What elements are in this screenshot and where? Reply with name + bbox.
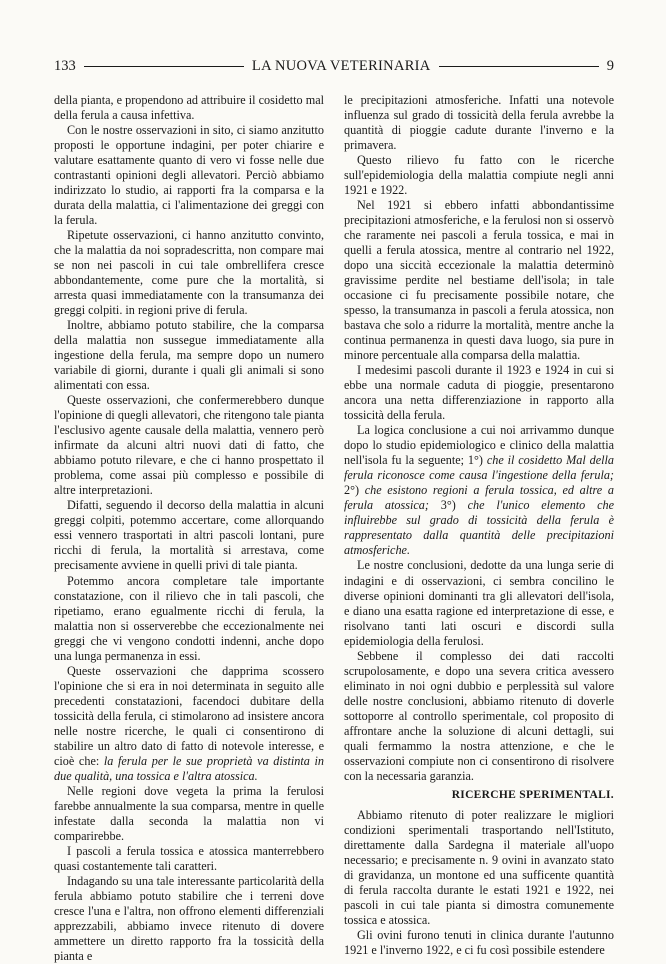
left-page-number: 133 [54, 57, 76, 74]
paragraph: Indagando su una tale interessante particolarità della ferula abbiamo potuto stabilire che i terreni dove cresce l'una e l'altra, non offrono elementi differenziali apprezzabili, abbiamo invece ritenuto di dovere ammettere un diretto rapporto fra la tossicità della pianta e [54, 873, 324, 963]
text-run: 3°) [428, 498, 468, 513]
right-page-number: 9 [606, 57, 615, 74]
journal-title: LA NUOVA VETERINARIA [251, 57, 431, 74]
paragraph: della pianta, e propendono ad attribuire il cosidetto mal della ferula a causa infettiva. [54, 93, 324, 123]
paragraph: Nel 1921 si ebbero infatti abbondantissime precipitazioni atmosferiche, e la ferulosi non si osservò che raramente nei pascoli a ferula tossica, e mai in quelli a ferula atossica, mentre al contrario nel 1922, dopo una siccità eccezionale la malattia determinò gravissime perdite nel bestiame dell'isola; in tale occasione ci fu precisamente possibile notare, che spesso, la transumanza in pascoli a ferula atossica, non bastava che solo a ridurre la mortalità, mentre anche la continua permanenza in questi dava luogo, sia pure in minore percentuale alla comparsa della malattia. [344, 198, 614, 363]
running-header [54, 56, 614, 76]
italic-text: che esistono regioni a ferula tossica, ed altre a ferula atossica; [344, 483, 614, 513]
paragraph: I pascoli a ferula tossica e atossica manterrebbero quasi costantemente tali caratteri. [54, 843, 324, 873]
paragraph: Difatti, seguendo il decorso della malattia in alcuni greggi colpiti, potemmo accertare, come allorquando essi vennero trasportati in altri pascoli lontani, pure ricchi di ferula, la mortalità si arrestava, come precisamente avviene in quelli privi di tale pianta. [54, 498, 324, 573]
paragraph: Abbiamo ritenuto di poter realizzare le migliori condizioni sperimentali trasportando nell'Istituto, direttamente dalla Sardegna il materiale all'uopo necessario; e precisamente n. 9 ovini in avanzato stato di gravidanza, un montone ed una sufficente quantità di ferula raccolta durante le estati 1921 e 1922, nei pascoli in cui tale pianta si dimostra comunemente tossica e atossica. [344, 807, 614, 927]
paragraph: Potemmo ancora completare tale importante constatazione, con il rilievo che in tali pascoli, che ripetiamo, erano egualmente ricchi di ferula, la malattia non si osserverebbe che eccezionalmente nei greggi che vi vengono condotti indenni, anche dopo una lunga permanenza in essi. [54, 573, 324, 663]
header-rule-left [84, 66, 244, 67]
paragraph: I medesimi pascoli durante il 1923 e 1924 in cui si ebbe una normale caduta di pioggie, presentarono ancora una netta differenziazione in rapporto alla tossicità della ferula. [344, 363, 614, 423]
italic-text: che l'unico elemento che influirebbe sul grado di tossicità della ferula è rappresentato dalla quantità delle precipitazioni atmosferiche. [344, 498, 615, 558]
paragraph: Queste osservazioni, che confermerebbero dunque l'opinione di quegli allevatori, che ritengono tale pianta l'esclusivo agente causale della malattia, vennero però infirmate da alcuni altri nuovi dati di fatto, che abbiamo potuto rilevare, e che ci hanno prospettato il problema, come assai più complesso e possibile di altre interpretazioni. [54, 393, 324, 498]
paragraph: Ripetute osservazioni, ci hanno anzitutto convinto, che la malattia da noi sopradescritta, non compare mai se non nei pascoli in cui tale ombrellifera cresce abbondantemente, come pure che la mortalità, si arresta quasi immediatamente con la transumanza dei greggi colpiti. in regioni prive di ferula. [54, 228, 324, 318]
paragraph: Nelle regioni dove vegeta la prima la ferulosi farebbe annualmente la sua comparsa, mentre in quelle infestate dalla seconda la malattia non vi comparirebbe. [54, 783, 324, 843]
text-run: La logica conclusione a cui noi arrivammo dunque dopo lo studio epidemiologico e clinico della malattia nell'isola fu la seguente; 1°) [344, 423, 614, 468]
paragraph: Inoltre, abbiamo potuto stabilire, che la comparsa della malattia non sussegue immediatamente alla ingestione della ferula, ma sempre dopo un numero variabile di giorni, durante i quali gli animali si sono alimentati con essa. [54, 318, 324, 393]
section-heading: RICERCHE SPERIMENTALI. [451, 788, 614, 801]
italic-text: che il cosidetto Mal della ferula riconosce come causa l'ingestione della ferula; [344, 453, 614, 483]
right-column [344, 93, 614, 958]
paragraph: Sebbene il complesso dei dati raccolti scrupolosamente, e dopo una severa critica avessero eliminato in noi ogni dubbio e perplessità sul valore delle nostre conclusioni, abbiamo ritenuto di doverle sottoporre al controllo sperimentale, col proposito di affrontare anche la soluzione di alcuni dettagli, sui quali fermammo la nostra attenzione, e che le osservazioni compiute non ci consentirono di risolvere con la necessaria garanzia. [344, 648, 614, 783]
paragraph: Questo rilievo fu fatto con le ricerche sull'epidemiologia della malattia compiute negli anni 1921 e 1922. [344, 153, 614, 198]
paragraph [344, 423, 614, 558]
text-run: 2°) [344, 483, 365, 498]
paragraph: Le nostre conclusioni, dedotte da una lunga serie di indagini e di osservazioni, ci sembra concilino le diverse opinioni dominanti tra gli allevatori dell'isola, e diano una esatta ragione ed interpretazione di esse, e risolvano tanti lati oscuri e discordi sulla epidemiologia della ferulosi. [344, 558, 614, 648]
header-rule-right [439, 66, 599, 67]
paragraph: Gli ovini furono tenuti in clinica durante l'autunno 1921 e l'inverno 1922, e ci fu così possibile estendere [344, 927, 614, 957]
italic-text: la ferula per le sue proprietà va distinta in due qualità, una tossica e l'altra atossica. [54, 753, 324, 783]
paragraph: le precipitazioni atmosferiche. Infatti una notevole influenza sul grado di tossicità della ferula avrebbe la quantità di pioggie cadute durante l'inverno e la primavera. [344, 93, 614, 153]
paragraph [54, 664, 324, 784]
paragraph: Con le nostre osservazioni in sito, ci siamo anzitutto proposti le opportune indagini, per poter chiarire e valutare esattamente quanto di vero vi fosse nelle due contrastanti opinioni degli allevatori. Perciò abbiamo indirizzato lo studio, ai rapporti fra la comparsa e la durata della malattia, ci l'alimentazione dei greggi con la ferula. [54, 123, 324, 228]
text-run: Queste osservazioni che dapprima scossero l'opinione che si era in noi determinata in seguito alle precedenti constatazioni, facendoci dubitare della tossicità della ferula, ci stimolarono ad insistere ancora nelle nostre ricerche, le quali ci consentirono di stabilire un altro dato di fatto di notevole interesse, e cioè che: [54, 663, 324, 768]
left-column [54, 93, 324, 964]
